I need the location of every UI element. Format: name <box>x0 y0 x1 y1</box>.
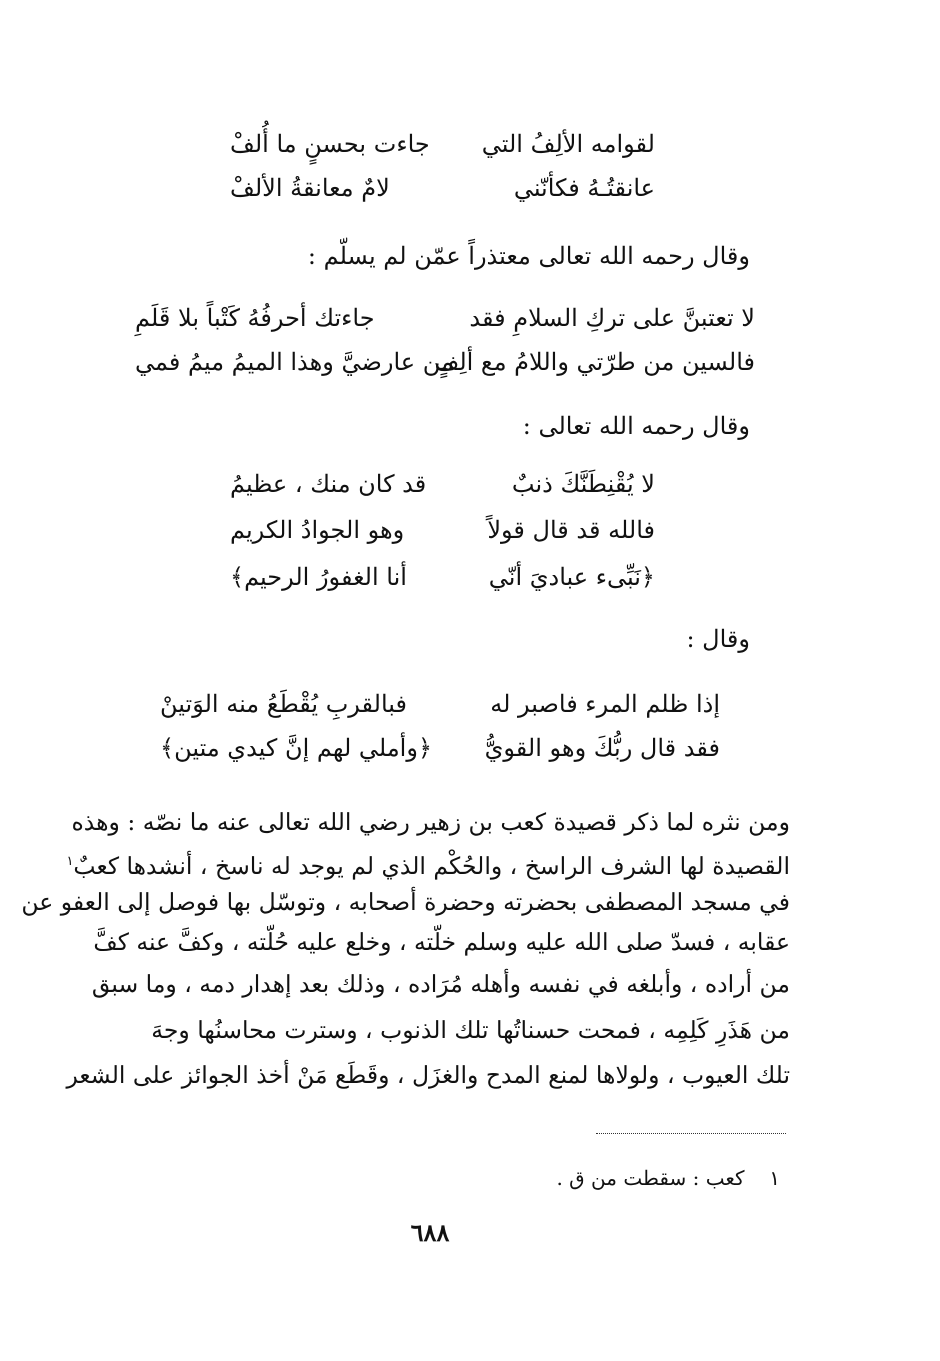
verse-second-hemistich: لامٌ معانقةُ الألفْ <box>230 174 390 202</box>
prose-line: تلك العيوب ، ولولاها لمنع المدح والغزَل ، وقَطَع مَنْ أخذ الجوائز على الشعر <box>66 1061 790 1089</box>
poem-intro: وقال رحمه الله تعالى : <box>522 412 750 440</box>
verse-first-hemistich: فقد قال ربُّكَ وهو القويُّ <box>484 734 720 762</box>
verse-first-hemistich: عانقتُـهُ فكأنّني <box>513 174 655 202</box>
verse-second-hemistich: قد كان منك ، عظيمُ <box>230 470 427 498</box>
verse-first-hemistich: لقوامه الألِفُ التي <box>481 130 655 158</box>
verse-second-hemistich: ﴿وأملي لهم إنَّ كيدي متين﴾ <box>160 734 433 762</box>
verse-first-hemistich: لا يُقْنِطَنَّكَ ذنبٌ <box>511 470 655 498</box>
footnote-marker: ١ <box>66 854 74 869</box>
footnote-number: ١ <box>769 1166 780 1190</box>
prose-line: ومن نثره لما ذكر قصيدة كعب بن زهير رضي الله تعالى عنه ما نصّه : وهذه <box>71 808 790 836</box>
verse-first-hemistich: فالله قد قال قولاً <box>487 516 655 544</box>
verse-second-hemistich: من عارضيَّ وهذا الميمُ ميمُ فمي <box>135 348 454 376</box>
poem-intro: وقال رحمه الله تعالى معتذراً عمّن لم يسلّم : <box>307 242 750 270</box>
verse-second-hemistich: أنا الغفورُ الرحيم﴾ <box>230 563 407 591</box>
verse-first-hemistich: لا تعتبنَّ على تركِ السلامِ فقد <box>469 304 755 332</box>
verse-first-hemistich: ﴿نَبِّىء عباديَ أنّي <box>488 563 655 591</box>
prose-line: في مسجد المصطفى بحضرته وحضرة أصحابه ، وتوسّل بها فوصل إلى العفو عن <box>21 888 790 916</box>
verse-second-hemistich: وهو الجوادُ الكريم <box>230 516 405 544</box>
footnote-text: كعب : سقطت من ق . <box>556 1166 745 1190</box>
footnote-divider <box>596 1133 786 1134</box>
page-number: ٦٨٨ <box>410 1218 450 1247</box>
poem-intro: وقال : <box>686 625 750 653</box>
prose-line-text: القصيدة لها الشرف الراسخ ، والحُكْم الذي لم يوجد له ناسخ ، أنشدها كعبٌ <box>73 851 790 880</box>
prose-line: من هَذَرِ كَلِمِه ، فمحت حسناتُها تلك الذنوب ، وسترت محاسنُها وجهَ <box>151 1016 790 1044</box>
verse-second-hemistich: جاءت بحسنٍ ما أُلفْ <box>230 130 430 158</box>
prose-line: عقابه ، فسدّ صلى الله عليه وسلم خلّته ، وخلع عليه حُلّته ، وكفَّ عنه كفَّ <box>93 928 790 956</box>
verse-second-hemistich: فبالقربِ يُقْطَعُ منه الوَتينْ <box>160 690 408 718</box>
prose-line <box>66 842 790 886</box>
verse-second-hemistich: جاءتك أحرفُهُ كَتْباً بلا قَلَمِ <box>135 304 375 332</box>
verse-first-hemistich: فالسين من طرّتي واللامُ مع ألِفٍ <box>434 348 755 376</box>
verse-first-hemistich: إذا ظلم المرء فاصبر له <box>490 690 720 718</box>
prose-line: من أراده ، وأبلغه في نفسه وأهله مُرَاده ، وذلك بعد إهدار دمه ، وما سبق <box>91 970 790 998</box>
footnote <box>556 1164 780 1192</box>
